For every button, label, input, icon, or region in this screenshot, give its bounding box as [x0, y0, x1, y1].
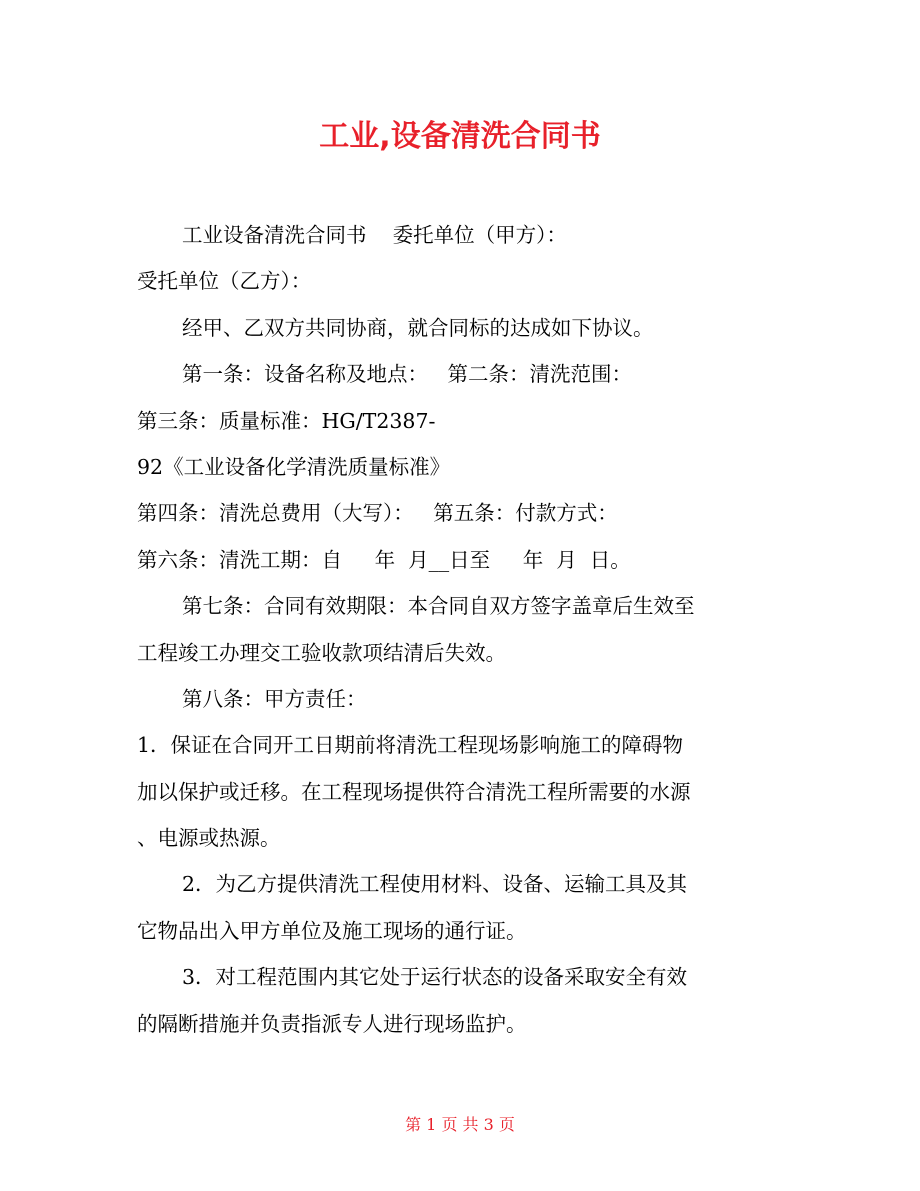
body-line: 第四条：清洗总费用（大写）： 第五条：付款方式： — [137, 501, 618, 526]
document-body — [137, 212, 787, 1047]
body-line: 、电源或热源。 — [137, 826, 281, 851]
body-line: 第六条：清洗工期：自 年 月__日至 年 月 日。 — [137, 547, 631, 572]
body-line: 92《工业设备化学清洗质量标准》 — [137, 454, 451, 479]
body-line: 1．保证在合同开工日期前将清洗工程现场影响施工的障碍物 — [137, 733, 684, 758]
document-title: 工业,设备清洗合同书 — [319, 119, 601, 154]
body-line: 它物品出入甲方单位及施工现场的通行证。 — [137, 918, 527, 943]
body-line: 第八条：甲方责任： — [182, 686, 367, 711]
body-line: 受托单位（乙方）： — [137, 269, 312, 294]
body-line: 的隔断措施并负责指派专人进行现场监护。 — [137, 1011, 527, 1036]
body-line: 工程竣工办理交工验收款项结清后失效。 — [137, 640, 506, 665]
body-line: 第一条：设备名称及地点： 第二条：清洗范围： — [182, 362, 633, 387]
body-line: 加以保护或迁移。在工程现场提供符合清洗工程所需要的水源 — [137, 779, 691, 804]
body-line: 第七条：合同有效期限：本合同自双方签字盖章后生效至 — [182, 594, 695, 619]
body-line: 第三条：质量标准：HG/T2387- — [137, 408, 436, 433]
body-line: 2．为乙方提供清洗工程使用材料、设备、运输工具及其 — [182, 872, 688, 897]
body-line: 经甲、乙双方共同协商，就合同标的达成如下协议。 — [182, 315, 654, 340]
page-footer: 第 1 页 共 3 页 — [405, 1115, 515, 1134]
body-line: 工业设备清洗合同书 委托单位（甲方）： — [182, 223, 567, 247]
body-line: 3．对工程范围内其它处于运行状态的设备采取安全有效 — [182, 965, 688, 990]
